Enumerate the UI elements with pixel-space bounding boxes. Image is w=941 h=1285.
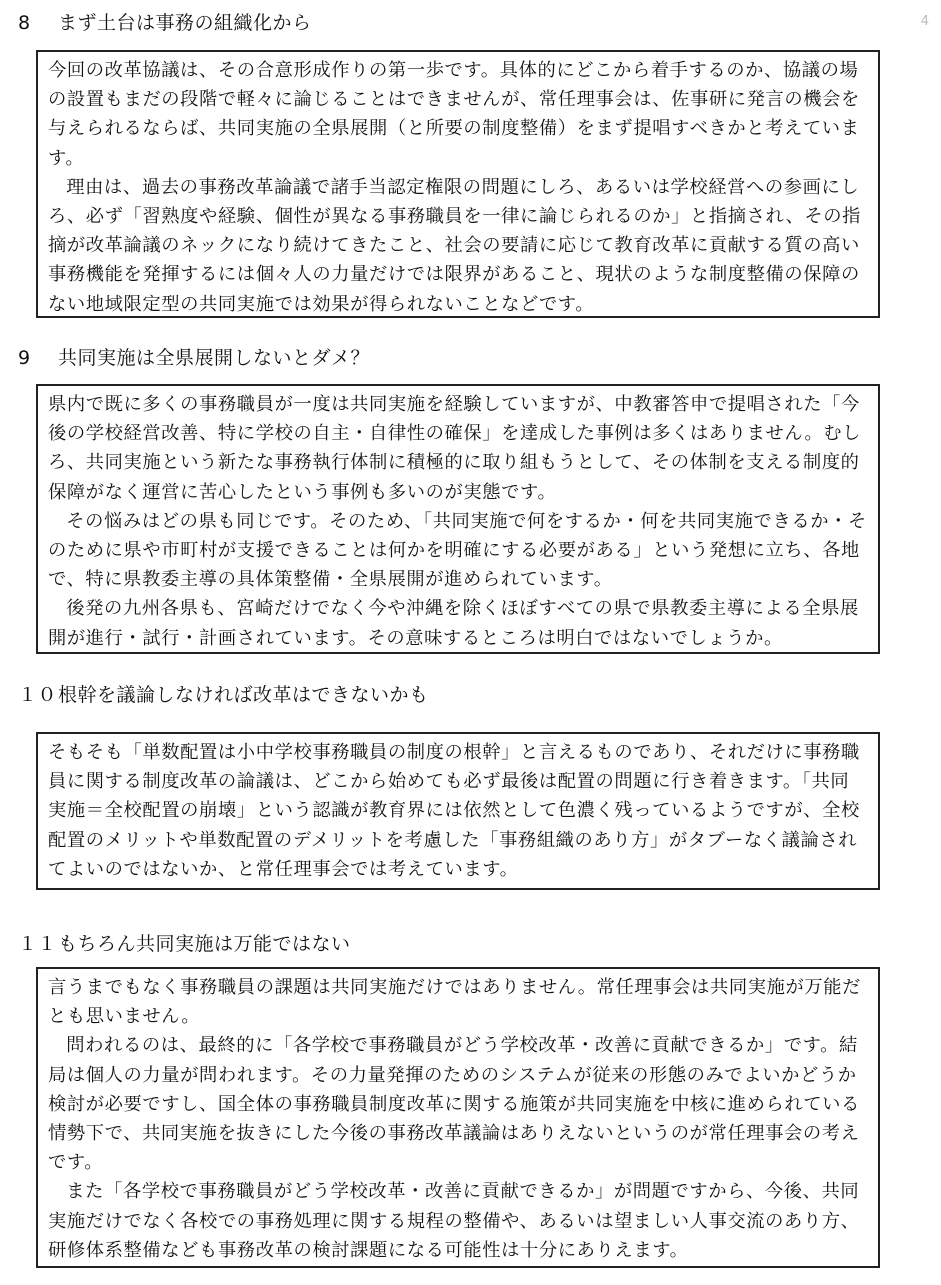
section-8-box [36, 50, 880, 318]
section-title: もちろん共同実施は万能ではない [58, 933, 351, 955]
section-number: １０ [18, 684, 58, 706]
section-number: １１ [18, 933, 58, 955]
section-10-box [36, 732, 880, 890]
paragraph: その悩みはどの県も同じです。そのため、「共同実施で何をするか・何を共同実施できるか・そのために県や市町村が支援できることは何かを明確にする必要がある」という発想に立ち、各地で、特に県教委主導の具体策整備・全県展開が進められています。 [48, 510, 867, 591]
paragraph: そもそも「単数配置は小中学校事務職員の制度の根幹」と言えるものであり、それだけに事務職員に関する制度改革の論議は、どこから始めても必ず最後は配置の問題に行き着きます。「共同実施＝全校配置の崩壊」という認識が教育界には依然として色濃く残っているようですが、全校配置のメリットや単数配置のデメリットを考慮した「事務組織のあり方」がタブーなく議論されてよいのではないか、と常任理事会では考えています。 [48, 742, 860, 880]
paragraph: また「各学校で事務職員がどう学校改革・改善に貢献できるか」が問題ですから、今後、共同実施だけでなく各校での事務処理に関する規程の整備や、あるいは望ましい人事交流のあり方、研修体系整備なども事務改革の検討課題になる可能性は十分にありえます。 [48, 1181, 860, 1261]
section-number: 8 [18, 12, 31, 34]
section-11-heading [18, 932, 351, 956]
paragraph: 問われるのは、最終的に「各学校で事務職員がどう学校改革・改善に貢献できるか」です。結局は個人の力量が問われます。その力量発揮のためのシステムが従来の形態のみでよいかどうか検討が必要ですし、国全体の事務職員制度改革に関する施策が共同実施を中核に進められている情勢下で、共同実施を抜きにした今後の事務改革議論はありえないというのが常任理事会の考えです。 [48, 1035, 860, 1174]
section-title: まず土台は事務の組織化から [58, 12, 312, 34]
paragraph: 後発の九州各県も、宮崎だけでなく今や沖縄を除くほぼすべての県で県教委主導による全県展開が進行・試行・計画されています。その意味するところは明白ではないでしょうか。 [48, 598, 859, 649]
section-title: 共同実施は全県展開しないとダメ？ [58, 347, 371, 369]
section-title: 根幹を議論しなければ改革はできないかも [58, 684, 429, 706]
paragraph: 県内で既に多くの事務職員が一度は共同実施を経験していますが、中教審答申で提唱された「今後の学校経営改善、特に学校の自主・自律性の確保」を達成した事例は多くはありません。むしろ、共同実施という新たな事務執行体制に積極的に取り組もうとして、その体制を支える制度的保障がなく運営に苦心したという事例も多いのが実態です。 [48, 394, 861, 503]
paragraph: 理由は、過去の事務改革論議で諸手当認定権限の問題にしろ、あるいは学校経営への参画にしろ、必ず「習熟度や経験、個性が異なる事務職員を一律に論じられるのか」と指摘され、その指摘が改革論議のネックになり続けてきたこと、社会の要請に応じて教育改革に貢献する質の高い事務機能を発揮するには個々人の力量だけでは限界があること、現状のような制度整備の保障のない地域限定型の共同実施では効果が得られないことなどです。 [48, 176, 861, 315]
section-number: 9 [18, 347, 31, 369]
paragraph: 今回の改革協議は、その合意形成作りの第一歩です。具体的にどこから着手するのか、協議の場の設置もまだの段階で軽々に論じることはできませんが、常任理事会は、佐事研に発言の機会を与えられるならば、共同実施の全県展開（と所要の制度整備）をまず提唱すべきかと考えています。 [48, 60, 860, 169]
section-9-box [36, 384, 880, 654]
section-9-heading [18, 346, 370, 370]
section-11-box [36, 967, 880, 1268]
paragraph: 言うまでもなく事務職員の課題は共同実施だけではありません。常任理事会は共同実施が万能だとも思いません。 [48, 977, 861, 1028]
section-10-heading [18, 683, 429, 707]
section-8-heading [18, 11, 312, 35]
page-marker: 4 [920, 14, 929, 29]
